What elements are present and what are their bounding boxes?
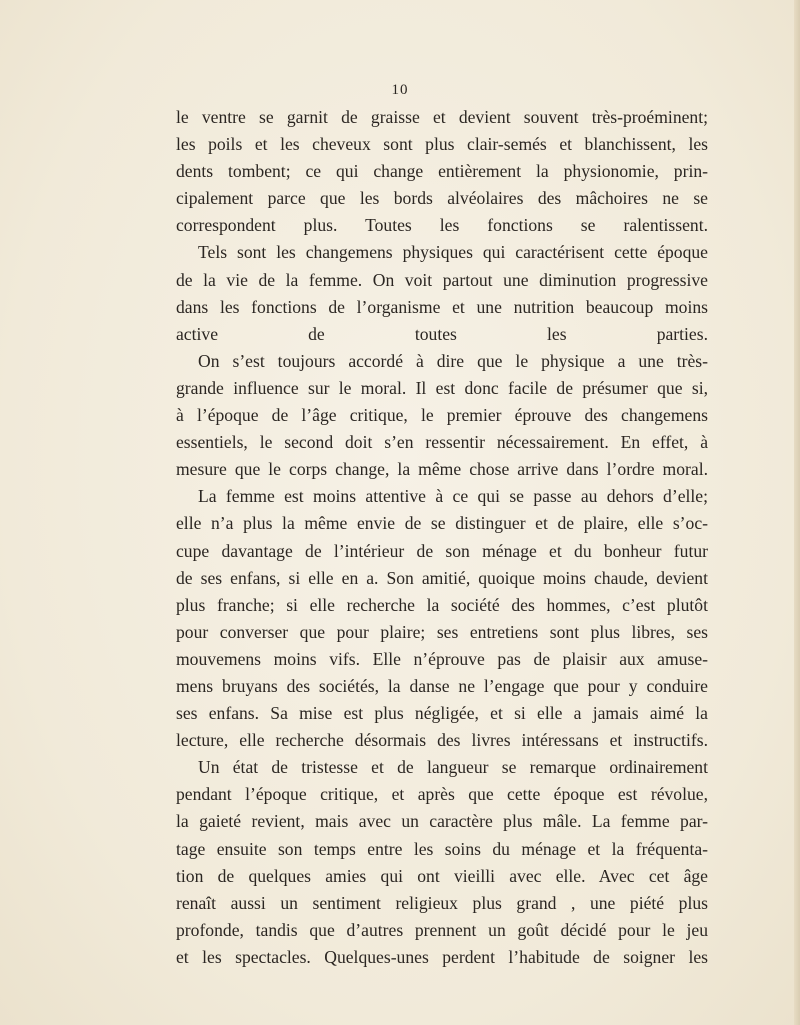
text-line: essentiels, le second doit s’en ressentir nécessairement. En effet, à: [176, 432, 708, 453]
text-line: tion de quelques amies qui ont vieilli avec elle. Avec cet âge: [176, 865, 708, 886]
text-line: de ses enfans, si elle en a. Son amitié, quoique moins chaude, devient: [176, 567, 708, 588]
text-line: lecture, elle recherche désormais des livres intéressans et instructifs.: [176, 730, 708, 751]
text-line: cipalement parce que les bords alvéolaires des mâchoires ne se: [176, 188, 708, 209]
text-line: mouvemens moins vifs. Elle n’éprouve pas de plaisir aux amuse-: [176, 648, 708, 669]
text-line: la gaieté revient, mais avec un caractère plus mâle. La femme par-: [176, 811, 708, 832]
text-line: tage ensuite son temps entre les soins du ménage et la fréquenta-: [176, 838, 708, 859]
text-line: elle n’a plus la même envie de se distinguer et de plaire, elle s’oc-: [176, 513, 708, 534]
text-line: de la vie de la femme. On voit partout une diminution progressive: [176, 269, 708, 290]
text-line: cupe davantage de l’intérieur de son ménage et du bonheur futur: [176, 540, 708, 561]
page-edge: [794, 0, 800, 1025]
text-line: à l’époque de l’âge critique, le premier éprouve des changemens: [176, 405, 708, 426]
text-line: renaît aussi un sentiment religieux plus grand , une piété plus: [176, 892, 708, 913]
text-line: mesure que le corps change, la même chose arrive dans l’ordre moral.: [176, 459, 708, 480]
text-line: mens bruyans des sociétés, la danse ne l’engage que pour y conduire: [176, 675, 708, 696]
body-text: [176, 104, 708, 971]
text-line: profonde, tandis que d’autres prennent un goût décidé pour le jeu: [176, 919, 708, 940]
text-line: On s’est toujours accordé à dire que le physique a une très-: [198, 350, 708, 371]
text-line: pendant l’époque critique, et après que cette époque est révolue,: [176, 784, 708, 805]
text-line: Un état de tristesse et de langueur se remarque ordinairement: [198, 757, 708, 778]
text-line: plus franche; si elle recherche la société des hommes, c’est plutôt: [176, 594, 708, 615]
text-line: grande influence sur le moral. Il est donc facile de présumer que si,: [176, 377, 708, 398]
text-line: et les spectacles. Quelques-unes perdent l’habitude de soigner les: [176, 946, 708, 967]
text-line: pour converser que pour plaire; ses entretiens sont plus libres, ses: [176, 621, 708, 642]
text-line: le ventre se garnit de graisse et devient souvent très-proéminent;: [176, 107, 708, 127]
text-line: correspondent plus. Toutes les fonctions se ralentissent.: [176, 215, 708, 236]
text-line: La femme est moins attentive à ce qui se passe au dehors d’elle;: [198, 486, 708, 507]
text-line: Tels sont les changemens physiques qui caractérisent cette époque: [198, 242, 708, 263]
page-number: 10: [391, 82, 409, 98]
text-line: ses enfans. Sa mise est plus négligée, et si elle a jamais aimé la: [176, 703, 708, 724]
text-line: les poils et les cheveux sont plus clair-semés et blanchissent, les: [176, 134, 708, 155]
text-line: dans les fonctions de l’organisme et une nutrition beaucoup moins: [176, 296, 708, 317]
text-line: dents tombent; ce qui change entièrement la physionomie, prin-: [176, 161, 708, 182]
text-line: active de toutes les parties.: [176, 323, 708, 344]
